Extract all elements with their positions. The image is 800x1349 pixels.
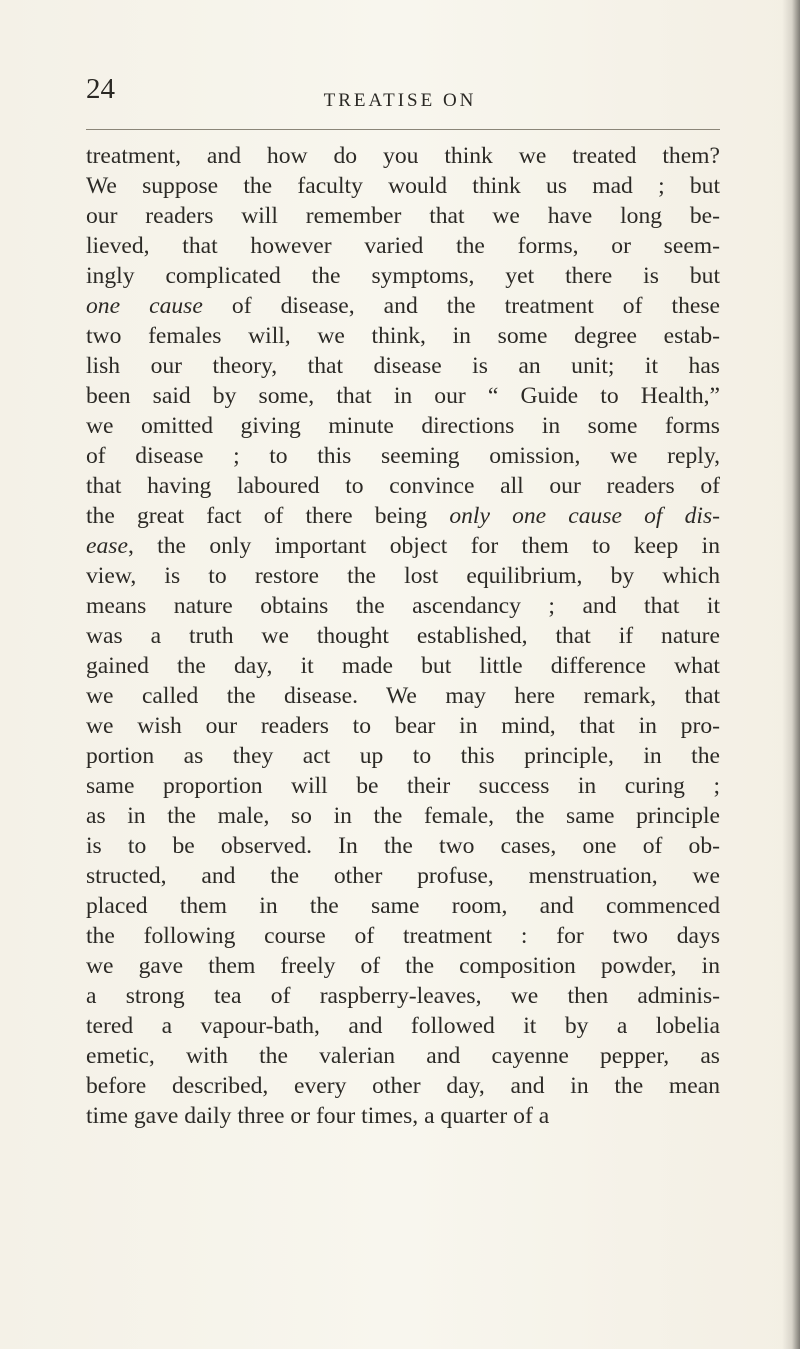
text-run: as in the male, so in the female, the same principle [86, 803, 720, 829]
text-run: lieved, that however varied the forms, or seem- [86, 233, 720, 259]
text-run: We suppose the faculty would think us mad ; but [86, 173, 720, 199]
text-run: was a truth we thought established, that if nature [86, 623, 720, 649]
text-run: before described, every other day, and in the mean [86, 1073, 720, 1099]
text-line [86, 471, 720, 501]
text-line [86, 651, 720, 681]
italic-run: only one cause of dis- [449, 503, 720, 529]
text-run: time gave daily three or four times, a quarter of a [86, 1103, 550, 1129]
text-line [86, 981, 720, 1011]
text-run: our readers will remember that we have long be- [86, 203, 720, 229]
text-run: we wish our readers to bear in mind, that in pro- [86, 713, 720, 739]
text-line [86, 561, 720, 591]
text-run: the great fact of there being [86, 503, 450, 529]
text-line [86, 1101, 720, 1131]
header-rule [86, 129, 720, 130]
text-line [86, 621, 720, 651]
text-line [86, 141, 720, 171]
text-run: structed, and the other profuse, menstruation, we [86, 863, 720, 889]
page-edge-shadow [782, 0, 800, 1349]
text-line [86, 321, 720, 351]
text-run: same proportion will be their success in curing ; [86, 773, 720, 799]
text-line [86, 261, 720, 291]
text-line [86, 351, 720, 381]
text-line [86, 951, 720, 981]
text-line [86, 921, 720, 951]
body-text [86, 141, 720, 1131]
text-line [86, 711, 720, 741]
page-number: 24 [86, 73, 115, 105]
text-line [86, 1011, 720, 1041]
text-run: a strong tea of raspberry-leaves, we then adminis- [86, 983, 720, 1009]
text-run: treatment, and how do you think we treated them? [86, 143, 720, 169]
text-line [86, 1041, 720, 1071]
text-run: view, is to restore the lost equilibrium, by which [86, 563, 720, 589]
text-run: two females will, we think, in some degree estab- [86, 323, 720, 349]
italic-run: ease [86, 533, 128, 559]
text-run: means nature obtains the ascendancy ; and that it [86, 593, 720, 619]
text-line [86, 441, 720, 471]
text-run: of disease, and the treatment of these [202, 293, 720, 319]
text-run: been said by some, that in our “ Guide to Health,” [86, 383, 720, 409]
running-head: TREATISE ON [323, 90, 477, 111]
text-run: the following course of treatment : for two days [86, 923, 720, 949]
text-line [86, 231, 720, 261]
text-run: , the only important object for them to keep in [127, 533, 720, 559]
text-line [86, 831, 720, 861]
text-run: ingly complicated the symptoms, yet there is but [86, 263, 720, 289]
text-line [86, 591, 720, 621]
text-line [86, 801, 720, 831]
text-line [86, 1071, 720, 1101]
text-run: gained the day, it made but little difference what [86, 653, 720, 679]
text-line [86, 531, 720, 561]
text-line [86, 741, 720, 771]
text-line [86, 861, 720, 891]
text-line [86, 291, 720, 321]
text-run: is to be observed. In the two cases, one of ob- [86, 833, 720, 859]
text-run: emetic, with the valerian and cayenne pepper, as [86, 1043, 720, 1069]
text-line [86, 201, 720, 231]
text-run: we called the disease. We may here remark, that [86, 683, 720, 709]
text-run: portion as they act up to this principle, in the [86, 743, 720, 769]
text-line [86, 381, 720, 411]
text-run: we omitted giving minute directions in some forms [86, 413, 720, 439]
text-line [86, 501, 720, 531]
text-line [86, 681, 720, 711]
text-line [86, 771, 720, 801]
text-run: we gave them freely of the composition powder, in [86, 953, 720, 979]
text-run: tered a vapour-bath, and followed it by a lobelia [86, 1013, 720, 1039]
text-run: that having laboured to convince all our readers of [86, 473, 720, 499]
text-run: placed them in the same room, and commenced [86, 893, 720, 919]
text-line [86, 891, 720, 921]
text-run: of disease ; to this seeming omission, we reply, [86, 443, 720, 469]
italic-run: one cause [86, 293, 203, 319]
text-line [86, 171, 720, 201]
text-run: lish our theory, that disease is an unit; it has [86, 353, 720, 379]
text-line [86, 411, 720, 441]
